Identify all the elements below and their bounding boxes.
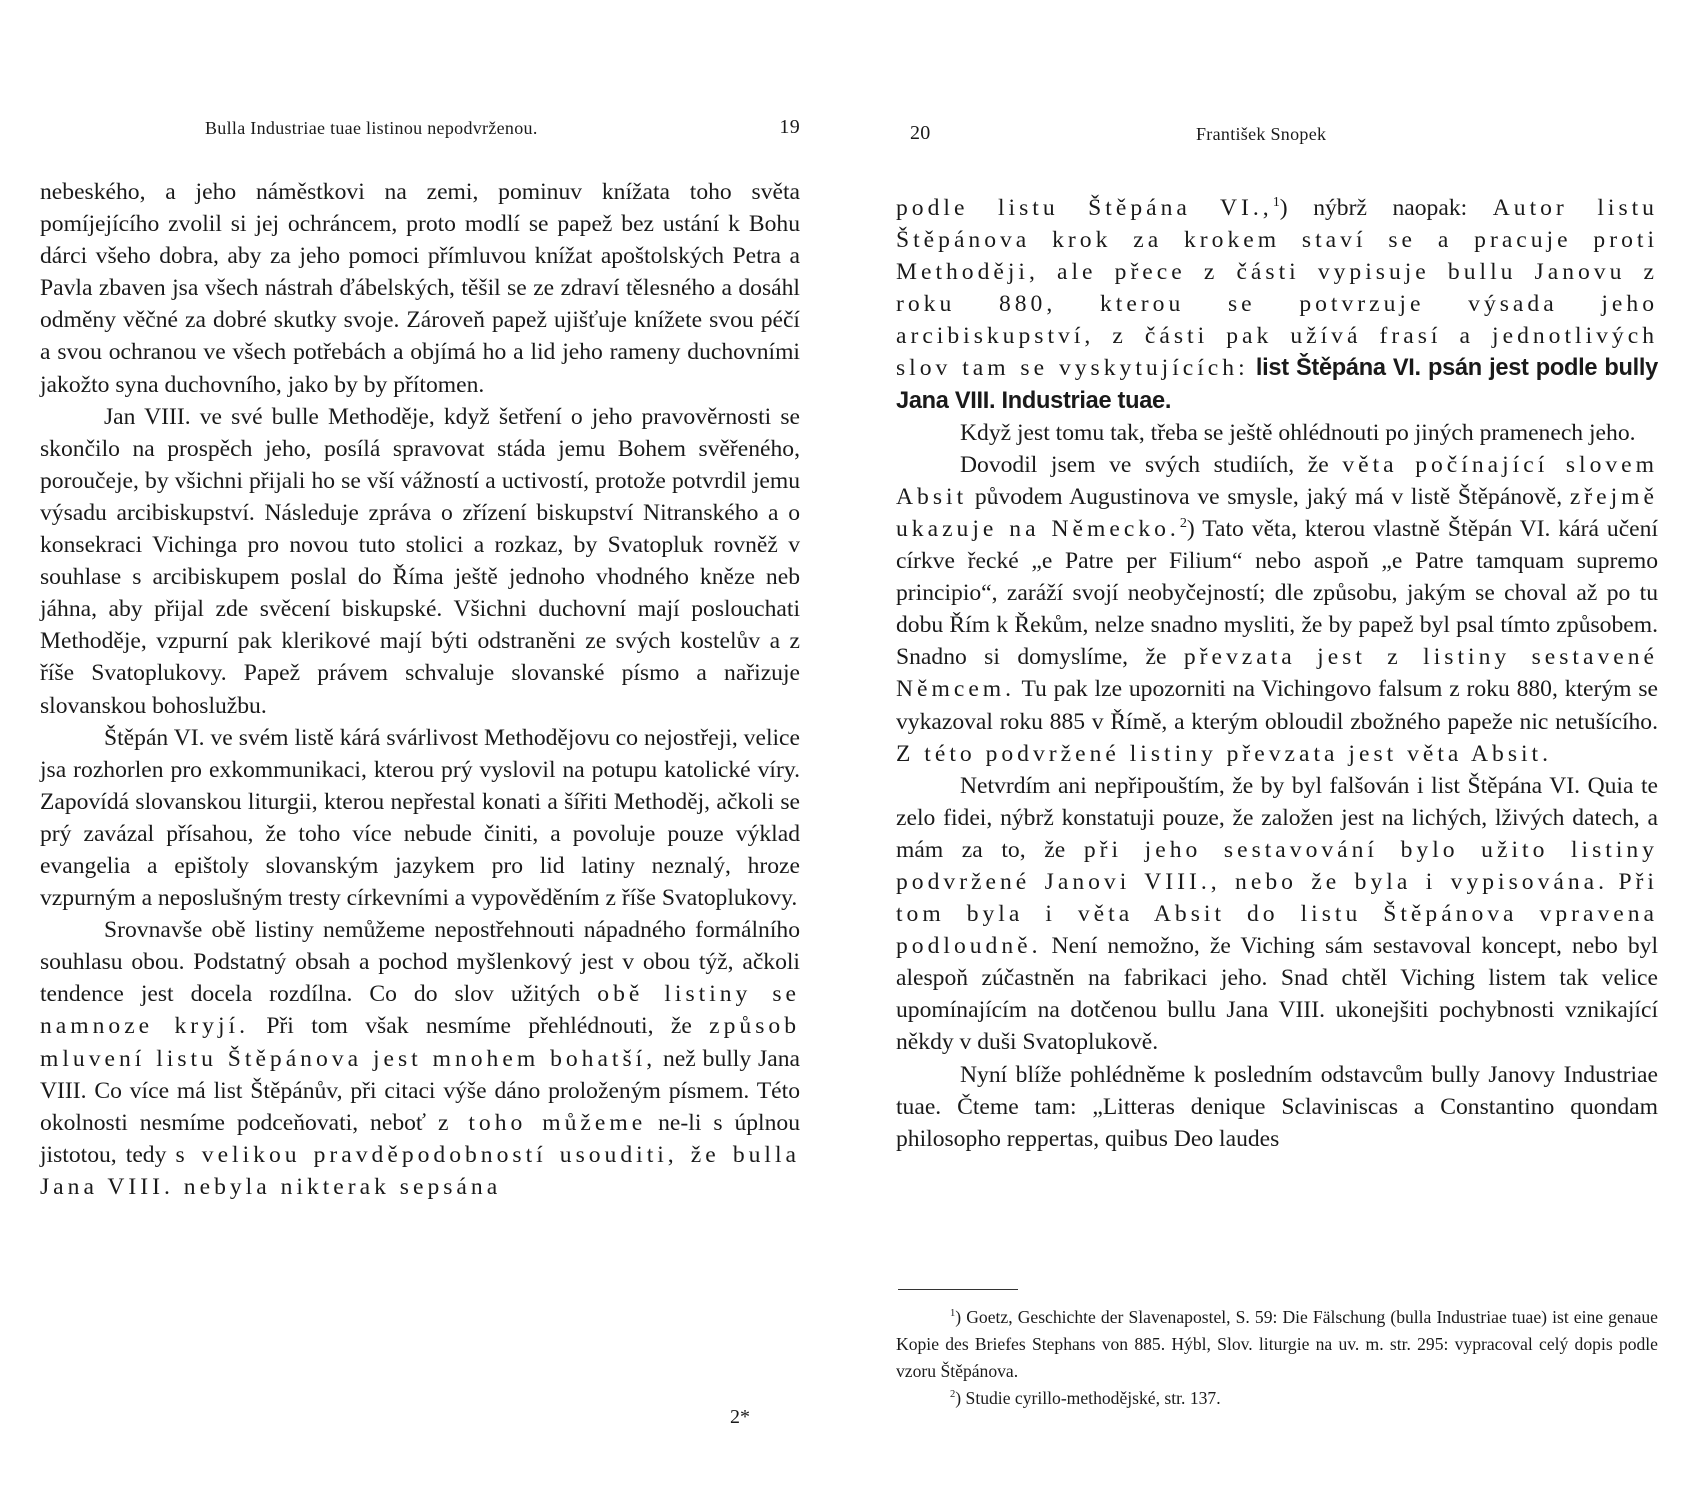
paragraph: Když jest tomu tak, třeba se ještě ohlédnouti po jiných pramenech jeho. xyxy=(960,419,1636,446)
footnote xyxy=(896,1304,1658,1385)
footnote-mark: 2 xyxy=(950,1389,956,1401)
spaced-text: převzata jest z listiny sestavené Němcem. xyxy=(896,644,1658,703)
text-run xyxy=(1608,869,1618,895)
text-run: Není nemožno, že Viching sám sestavoval koncept, nebo byl alespoň zúčastněn na fabrikaci jeho. Snad chtěl Viching listem tak velice upomínajícím na dotčenou bullu Jana VIII. ukonejšiti pochybnosti vznikající někdy v duši Svatoplukově. xyxy=(896,933,1658,1056)
running-title: Bulla Industriae tuae listinou nepodvrženou. xyxy=(205,118,538,138)
spaced-text: podle listu Štěpána VI., xyxy=(896,195,1273,221)
paragraph xyxy=(896,192,1658,417)
text-run: než bully Jana VIII. Co více má list Štěpánův, při citaci výše dáno proloženým písmem. Této okolnosti nesmíme podceňovati, neboť xyxy=(40,1045,800,1136)
running-head xyxy=(40,118,800,142)
footnote-mark: 1 xyxy=(950,1308,956,1320)
paragraph: Nyní blíže pohlédněme k posledním odstavcům bully Janovy Industriae tuae. Čteme tam: „Litteras denique Sclaviniscas a Constantino quondam philosopho reppertas, quibus Deo laudes xyxy=(896,1061,1658,1152)
spaced-text: z toho můžeme xyxy=(437,1109,647,1136)
paragraph: nebeského, a jeho náměstkovi na zemi, pominuv knížata toho světa pomíjejícího zvolil si jej ochráncem, proto modlí se papež bez ustání k Bohu dárci všeho dobra, aby za jeho pomoci přímluvou knížat apoštolských Petra a Pavla zbaven jsa všech nástrah ďábelských, těšil se ze zdraví tělesného a dosáhl odměny věčné za dobré skutky svoje. Zároveň papež ujišťuje knížete svou péčí a svou ochranou ve všech potřebách a objímá ho a lid jeho rameny duchovními jakožto syna duchovního, jako by by přítomen. xyxy=(40,179,800,398)
paragraph xyxy=(896,449,1658,770)
text-run: Netvrdím ani nepřipouštím, že by byl falšován i list Štěpána VI. Quia te zelo fidei, nýbrž konstatuji pouze, že založen jest na lichých, lživých datech, a mám za to, že xyxy=(896,772,1658,863)
footnotes xyxy=(896,1304,1658,1412)
footnote-text: ) Studie cyrillo-methodějské, str. 137. xyxy=(955,1388,1221,1408)
footnote-ref: 2 xyxy=(1179,515,1187,532)
spaced-text: Z této podvržené listiny převzata jest věta Absit. xyxy=(896,740,1553,767)
spaced-text: při jeho sestavování bylo užito listiny podvržené Janovi VIII., nebo že byla i vypisována. xyxy=(896,836,1658,895)
text-run: ) nýbrž naopak: xyxy=(1279,195,1493,221)
text-run: ne-li s úplnou jistotou, tedy xyxy=(40,1109,800,1168)
page-body xyxy=(40,176,800,1203)
spaced-text: Autor listu Štěpánova krok za krokem staví se a pracuje proti Methoději, ale přece z části vypisuje bullu Janovu z roku 880, kterou se potvrzuje výsada jeho arcibiskupství, z části pak užívá frasí a jednotlivých slov tam se vyskytujících: xyxy=(896,195,1658,382)
page-number: 19 xyxy=(779,116,800,138)
running-title: František Snopek xyxy=(1196,124,1327,144)
spaced-text: zřejmě ukazuje na Německo. xyxy=(896,483,1658,542)
spaced-text: obě listiny se namnoze kryjí. xyxy=(40,981,800,1040)
text-run: Dovodil jsem ve svých studiích, že xyxy=(960,451,1343,478)
footnote-text: ) Goetz, Geschichte der Slavenapostel, S. 59: Die Fälschung (bulla Industriae tuae) ist eine genaue Kopie des Briefes Stephans von 885. Hýbl, Slov. liturgie na uv. m. str. 295: vypracoval celý dopis podle vzoru Štěpánova. xyxy=(896,1307,1658,1381)
printer-signature: 2* xyxy=(730,1406,750,1428)
paragraph xyxy=(40,914,800,1203)
spaced-text: Při tom byla i věta Absit do listu Štěpánova vpravena podloudně. xyxy=(896,868,1658,960)
paragraph xyxy=(896,770,1658,1059)
text-run: ) Tato věta, kterou vlastně Štěpán VI. kárá učení církve řecké „e Patre per Filium“ nebo aspoň „e Patre tamquam supremo principio“, zaráží svojí neobyčejností; dle způsobu, jakým se choval až po tu dobu Řím k Řekům, nelze snadno mysliti, že by papež byl psal tímto způsobem. Snadno si domyslíme, že xyxy=(896,515,1658,671)
text-run: Srovnavše obě listiny nemůžeme nepostřehnouti nápadného formálního souhlasu obou. Podstatný obsah a pochod myšlenkový jest v obou týž, ačkoli tendence jest docela rozdílna. Co do slov užitých xyxy=(40,917,800,1008)
footnote-ref: 1 xyxy=(1272,194,1280,211)
spaced-text: věta počínající slovem Absit xyxy=(896,451,1658,510)
page-body xyxy=(896,192,1658,1155)
text-run: Tu pak lze upozorniti na Vichingovo falsum z roku 880, kterým se vykazoval roku 885 v Římě, a kterým obloudil zbožného papeže nic netušícího. xyxy=(896,676,1658,735)
paragraph: Štěpán VI. ve svém listě kárá svárlivost Methodějovu co nejostřeji, velice jsa rozhorlen pro exkommunikaci, kterou prý vyslovil na potupu katolické víry. Zapovídá slovanskou liturgii, kterou nepřestal konati a šířiti Methoděj, ačkoli se prý zavázal přísahou, že toho více nebude činiti, a povoluje pouze výklad evangelia a epištoly slovanským jazykem pro lid latiny neznalý, hroze vzpurným a neposlušným tresty církevními a vypověděním z říše Svatoplukovy. xyxy=(40,724,800,912)
text-run: původem Augustinova ve smysle, jaký má v listě Štěpánově, xyxy=(967,483,1570,510)
text-run: Při tom však nesmíme přehlédnouti, že xyxy=(248,1013,710,1040)
bold-text: list Štěpána VI. psán jest podle bully Jana VIII. Industriae tuae. xyxy=(896,355,1658,414)
paragraph: Jan VIII. ve své bulle Methoděje, když šetření o jeho pravověrnosti se skončilo na prospěch jeho, posílá spravovat stáda jemu Bohem svěřeného, poroučeje, by všichni přijali ho se vší vážností a uctivostí, protože potvrdil jemu výsadu arcibiskupství. Následuje zpráva o zřízení biskupství Nitranského a o konsekraci Vichinga pro novou tuto stolici a rozkaz, by Svatopluk rovněž v souhlase s arcibiskupem poslal do Říma ještě jednoho vhodného kněze neb jáhna, aby přijal zde svěcení biskupské. Všichni duchovní mají poslouchati Methoděje, vzpurní pak klerikové mají býti odstraněni ze svých kostelův a z říše Svatoplukovy. Papež právem schvaluje slovanské písmo a nařizuje slovanskou bohoslužbu. xyxy=(40,403,800,719)
running-head xyxy=(896,118,1658,142)
page-number: 20 xyxy=(910,122,931,144)
footnote-rule xyxy=(898,1289,1018,1290)
footnote xyxy=(896,1385,1658,1412)
spaced-text: způsob mluvení listu Štěpánova jest mnohem bohatší, xyxy=(40,1013,800,1072)
spaced-text: s velikou pravděpodobností usouditi, že bulla Jana VIII. nebyla nikterak sepsána xyxy=(40,1141,801,1200)
